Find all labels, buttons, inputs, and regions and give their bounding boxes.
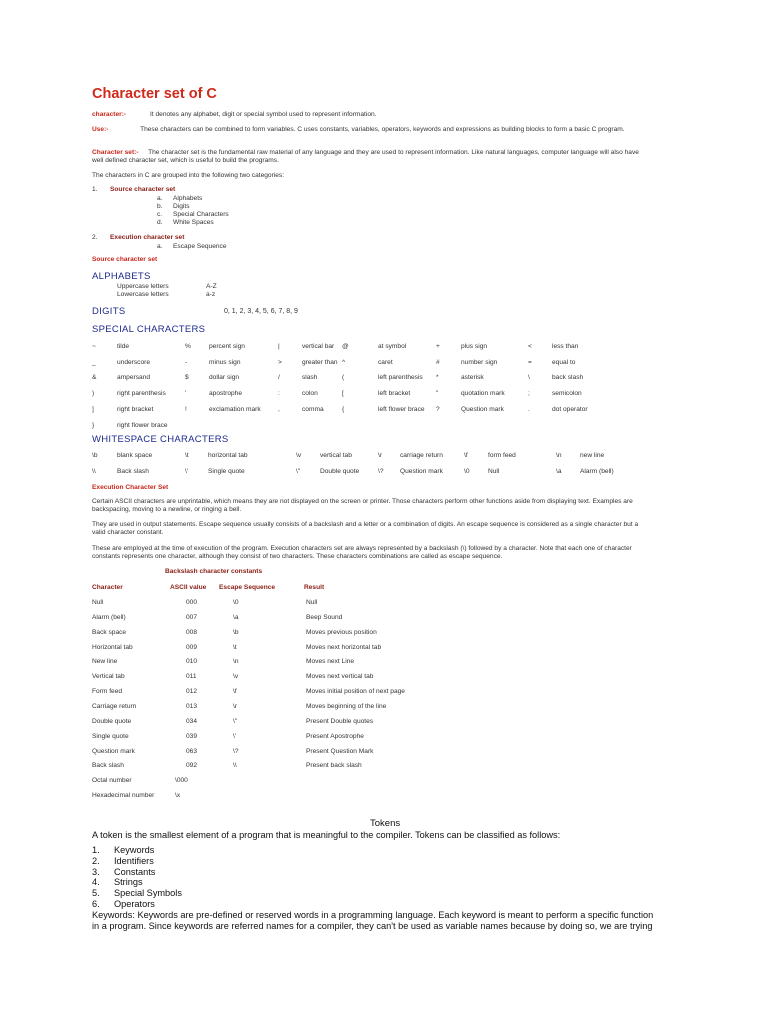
special-name: exclamation mark bbox=[209, 405, 261, 413]
backslash-table-cell: Carriage return bbox=[92, 702, 137, 710]
special-name: tilde bbox=[117, 343, 130, 350]
special-symbol: , bbox=[278, 405, 280, 413]
special-symbol: \ bbox=[528, 374, 530, 382]
execution-para-2: They are used in output statements. Escape sequence usually consists of a backslash and a letter or a combination of digits. An escape sequence is considered as a single character but a valid character constant. bbox=[92, 521, 639, 536]
keywords-line-2: in a program. Since keywords are referred names for a compiler, they can't be used as variable names because by doing so, we are trying bbox=[92, 921, 653, 931]
whitespace-name: Single quote bbox=[208, 467, 245, 475]
backslash-table-cell: 000 bbox=[186, 599, 198, 606]
special-symbol: ) bbox=[92, 390, 95, 398]
category-number: 2. bbox=[92, 234, 98, 241]
category-name: Execution character set bbox=[110, 234, 185, 241]
backslash-table-cell: \f bbox=[233, 688, 237, 696]
backslash-table-cell: 034 bbox=[186, 717, 198, 725]
backslash-table-cell: 092 bbox=[186, 762, 198, 770]
whitespace-escape: \t bbox=[185, 452, 189, 459]
special-symbol: % bbox=[185, 343, 191, 350]
use-text: These characters can be combined to form variables. C uses constants, variables, operators, keywords and expressions as building blocks to form a basic C program. bbox=[140, 126, 625, 133]
token-item: Special Symbols bbox=[114, 888, 182, 899]
backslash-table-cell: Hexadecimal number bbox=[92, 792, 155, 800]
category-item: Escape Sequence bbox=[173, 243, 227, 250]
whitespace-escape: \0 bbox=[464, 467, 470, 475]
backslash-table-cell: 008 bbox=[186, 628, 198, 636]
special-name: caret bbox=[378, 358, 393, 366]
special-name: left flower brace bbox=[378, 405, 425, 413]
backslash-table-cell: \v bbox=[233, 673, 239, 681]
alphabet-range: a-z bbox=[206, 291, 216, 298]
charset-label: Character set:- bbox=[92, 149, 139, 156]
whitespace-name: Question mark bbox=[400, 467, 443, 475]
category-item-letter: d. bbox=[157, 219, 163, 226]
backslash-table-cell: \t bbox=[233, 643, 237, 651]
token-item: Keywords bbox=[114, 845, 155, 855]
special-name: slash bbox=[302, 374, 318, 382]
source-heading: Source character set bbox=[92, 256, 158, 263]
category-item: Special Characters bbox=[173, 211, 229, 218]
special-symbol: / bbox=[278, 374, 280, 382]
special-symbol: < bbox=[528, 343, 532, 350]
groups-intro: The characters in C are grouped into the following two categories: bbox=[92, 172, 285, 179]
special-name: colon bbox=[302, 390, 318, 398]
special-symbol: _ bbox=[92, 358, 96, 366]
category-item-letter: c. bbox=[157, 211, 163, 218]
category-item: Alphabets bbox=[173, 195, 203, 202]
backslash-table-title: Backslash character constants bbox=[165, 568, 263, 575]
category-item-letter: a. bbox=[157, 243, 163, 250]
backslash-table-cell: Alarm (bell) bbox=[92, 613, 126, 621]
whitespace-escape: \n bbox=[556, 452, 562, 459]
backslash-table-cell: Present Question Mark bbox=[306, 747, 374, 755]
token-number: 3. bbox=[92, 866, 100, 877]
whitespace-escape: \' bbox=[185, 467, 189, 475]
character-label: character:- bbox=[92, 111, 127, 118]
backslash-table-cell: Moves next horizontal tab bbox=[306, 643, 382, 651]
whitespace-name: blank space bbox=[117, 452, 153, 459]
keywords-line-1: Keywords: Keywords are pre-defined or reserved words in a programming language. Each keyword is meant to perform a specific function bbox=[92, 910, 654, 920]
backslash-table-cell: 012 bbox=[186, 688, 198, 696]
character-definition: It denotes any alphabet, digit or special symbol used to represent information. bbox=[150, 111, 377, 118]
special-symbol: | bbox=[278, 343, 280, 350]
token-number: 2. bbox=[92, 855, 100, 866]
digits-value: 0, 1, 2, 3, 4, 5, 6, 7, 8, 9 bbox=[224, 308, 298, 315]
special-symbol: * bbox=[436, 374, 439, 382]
whitespace-name: horizontal tab bbox=[208, 452, 248, 459]
token-item: Operators bbox=[114, 899, 155, 909]
special-name: ampersand bbox=[117, 374, 150, 382]
backslash-table-cell: Moves next Line bbox=[306, 658, 355, 666]
category-number: 1. bbox=[92, 186, 98, 193]
special-name: asterisk bbox=[461, 374, 484, 382]
backslash-table-cell: 039 bbox=[186, 732, 198, 740]
special-symbol: " bbox=[436, 390, 439, 398]
category-item: Digits bbox=[173, 203, 190, 210]
whitespace-name: new line bbox=[580, 452, 605, 459]
backslash-table-cell: Null bbox=[92, 599, 104, 606]
alphabet-range: A-Z bbox=[206, 283, 217, 290]
backslash-table-cell: Back space bbox=[92, 628, 127, 636]
whitespace-name: form feed bbox=[488, 452, 516, 459]
special-name: minus sign bbox=[209, 358, 241, 366]
special-name: vertical bar bbox=[302, 343, 335, 350]
special-symbol: . bbox=[528, 405, 530, 413]
special-symbol: - bbox=[185, 358, 188, 366]
special-name: number sign bbox=[461, 358, 498, 366]
special-name: semicolon bbox=[552, 390, 582, 398]
whitespace-escape: \" bbox=[296, 467, 301, 475]
special-symbol: ' bbox=[185, 390, 187, 398]
special-symbol: ; bbox=[528, 390, 530, 398]
special-name: apostrophe bbox=[209, 390, 242, 398]
special-symbol: } bbox=[92, 421, 95, 429]
backslash-table-cell: Present back slash bbox=[306, 762, 362, 770]
special-name: right bracket bbox=[117, 405, 154, 413]
special-name: quotation mark bbox=[461, 390, 505, 398]
special-symbol: [ bbox=[342, 390, 344, 398]
backslash-table-cell: Octal number bbox=[92, 777, 132, 785]
backslash-table-cell: \0 bbox=[233, 599, 239, 606]
whitespace-name: Null bbox=[488, 467, 500, 475]
alphabets-heading: ALPHABETS bbox=[92, 271, 151, 282]
execution-heading: Execution Character Set bbox=[92, 484, 169, 491]
whitespace-name: vertical tab bbox=[320, 452, 352, 459]
special-name: at symbol bbox=[378, 343, 407, 350]
execution-para-3: These are employed at the time of execution of the program. Execution characters set are always represented by a backslash (\) followed by a character. Note that each one of character constants represents one character, although they consist of two characters. These characters combinations are called as escape sequence. bbox=[92, 545, 632, 560]
whitespace-name: Alarm (bell) bbox=[580, 467, 614, 475]
backslash-table-cell: \r bbox=[233, 702, 238, 710]
category-item: White Spaces bbox=[173, 219, 214, 226]
tokens-heading: Tokens bbox=[370, 818, 401, 829]
special-heading: SPECIAL CHARACTERS bbox=[92, 324, 206, 335]
whitespace-escape: \v bbox=[296, 452, 302, 459]
token-number: 5. bbox=[92, 888, 100, 899]
tokens-intro: A token is the smallest element of a program that is meaningful to the compiler. Tokens can be classified as follows: bbox=[92, 830, 561, 840]
special-symbol: : bbox=[278, 390, 280, 398]
backslash-table-cell: Beep Sound bbox=[306, 613, 343, 621]
special-symbol: ! bbox=[185, 405, 187, 413]
digits-heading: DIGITS bbox=[92, 306, 126, 317]
whitespace-escape: \f bbox=[464, 452, 468, 459]
special-symbol: ( bbox=[342, 374, 345, 382]
special-symbol: ^ bbox=[342, 358, 346, 366]
whitespace-name: carriage return bbox=[400, 452, 443, 459]
backslash-table-cell: Single quote bbox=[92, 732, 129, 740]
special-symbol: $ bbox=[185, 374, 189, 382]
backslash-table-cell: \' bbox=[233, 732, 237, 740]
special-name: right parenthesis bbox=[117, 390, 166, 398]
page-title: Character set of C bbox=[92, 86, 217, 102]
special-symbol: > bbox=[278, 358, 282, 366]
execution-para-1: Certain ASCII characters are unprintable, which means they are not displayed on the screen or printer. Those characters perform other functions aside from displaying text. Examples are backspacing, moving to a newline, or ringing a bell. bbox=[92, 498, 633, 513]
whitespace-name: Double quote bbox=[320, 467, 360, 475]
special-name: comma bbox=[302, 405, 324, 413]
backslash-table-cell: Moves initial position of next page bbox=[306, 688, 405, 696]
special-name: Question mark bbox=[461, 405, 504, 413]
backslash-table-cell: Form feed bbox=[92, 688, 123, 696]
backslash-table-cell: Present Apostrophe bbox=[306, 732, 364, 740]
special-name: less than bbox=[552, 343, 579, 350]
backslash-table-cell: 063 bbox=[186, 747, 198, 755]
whitespace-escape: \? bbox=[378, 467, 384, 475]
backslash-table-cell: Null bbox=[306, 599, 318, 606]
whitespace-name: Back slash bbox=[117, 467, 149, 475]
special-symbol: ~ bbox=[92, 343, 96, 350]
special-name: dollar sign bbox=[209, 374, 240, 382]
backslash-table-cell: Horizontal tab bbox=[92, 643, 133, 651]
special-name: plus sign bbox=[461, 343, 488, 350]
backslash-table-cell: Double quote bbox=[92, 717, 132, 725]
backslash-table-cell: Moves next vertical tab bbox=[306, 673, 374, 681]
backslash-table-cell: \a bbox=[233, 613, 239, 621]
special-symbol: ? bbox=[436, 405, 440, 413]
backslash-table-header: Result bbox=[304, 584, 325, 591]
special-symbol: # bbox=[436, 358, 440, 366]
special-name: dot operator bbox=[552, 405, 588, 413]
backslash-table-cell: 009 bbox=[186, 643, 198, 651]
charset-text: The character set is the fundamental raw material of any language and they are used to represent information. Like natural languages, computer language will also have well defined character set, which is useful to build the programs. bbox=[92, 149, 639, 164]
backslash-table-cell: Question mark bbox=[92, 747, 135, 755]
backslash-table-cell: \" bbox=[233, 717, 238, 725]
backslash-table-header: Character bbox=[92, 584, 123, 591]
special-name: back slash bbox=[552, 374, 584, 382]
backslash-table-header: Escape Sequence bbox=[219, 584, 276, 591]
category-item-letter: b. bbox=[157, 203, 163, 210]
backslash-table-cell: Moves previous position bbox=[306, 628, 377, 636]
charset-paragraph bbox=[92, 149, 652, 165]
category-item-letter: a. bbox=[157, 195, 163, 202]
special-name: underscore bbox=[117, 358, 150, 366]
token-item: Strings bbox=[114, 877, 143, 888]
backslash-table-cell: 010 bbox=[186, 658, 198, 666]
backslash-table-cell: \n bbox=[233, 658, 239, 666]
whitespace-escape: \\ bbox=[92, 467, 96, 475]
token-item: Constants bbox=[114, 866, 156, 877]
special-name: left parenthesis bbox=[378, 374, 423, 382]
whitespace-escape: \b bbox=[92, 452, 98, 459]
backslash-table-header: ASCII value bbox=[170, 584, 207, 591]
special-symbol: ] bbox=[92, 405, 94, 413]
alphabet-label: Uppercase letters bbox=[117, 283, 169, 290]
special-symbol: + bbox=[436, 343, 440, 350]
backslash-table-cell: New line bbox=[92, 658, 118, 666]
special-symbol: { bbox=[342, 405, 345, 413]
backslash-table-cell: Back slash bbox=[92, 762, 124, 770]
token-number: 1. bbox=[92, 845, 100, 855]
use-paragraph bbox=[92, 126, 652, 134]
use-label: Use:- bbox=[92, 126, 109, 133]
special-symbol: = bbox=[528, 358, 532, 366]
token-number: 4. bbox=[92, 877, 100, 888]
whitespace-escape: \a bbox=[556, 467, 562, 475]
backslash-table-cell: 013 bbox=[186, 702, 198, 710]
backslash-table-cell: \\ bbox=[233, 762, 237, 770]
special-name: left bracket bbox=[378, 390, 411, 398]
special-name: percent sign bbox=[209, 343, 245, 350]
special-name: equal to bbox=[552, 358, 576, 366]
special-name: greater than bbox=[302, 358, 338, 366]
whitespace-escape: \r bbox=[378, 452, 383, 459]
token-item: Identifiers bbox=[114, 855, 154, 866]
special-symbol: & bbox=[92, 374, 97, 382]
backslash-table-cell: 011 bbox=[186, 673, 197, 681]
backslash-table-cell: Moves beginning of the line bbox=[306, 702, 387, 710]
alphabet-label: Lowercase letters bbox=[117, 291, 169, 298]
backslash-table-cell: 007 bbox=[186, 613, 198, 621]
backslash-table-cell: \000 bbox=[175, 777, 188, 785]
backslash-table-cell: \x bbox=[175, 792, 181, 800]
category-name: Source character set bbox=[110, 186, 176, 193]
backslash-table-cell: \? bbox=[233, 747, 239, 755]
backslash-table-cell: Vertical tab bbox=[92, 673, 125, 681]
whitespace-heading: WHITESPACE CHARACTERS bbox=[92, 434, 229, 445]
backslash-table-cell: \b bbox=[233, 628, 239, 636]
token-number: 6. bbox=[92, 899, 100, 909]
backslash-table-cell: Present Double quotes bbox=[306, 717, 374, 725]
special-symbol: @ bbox=[342, 343, 349, 350]
special-name: right flower brace bbox=[117, 421, 168, 429]
